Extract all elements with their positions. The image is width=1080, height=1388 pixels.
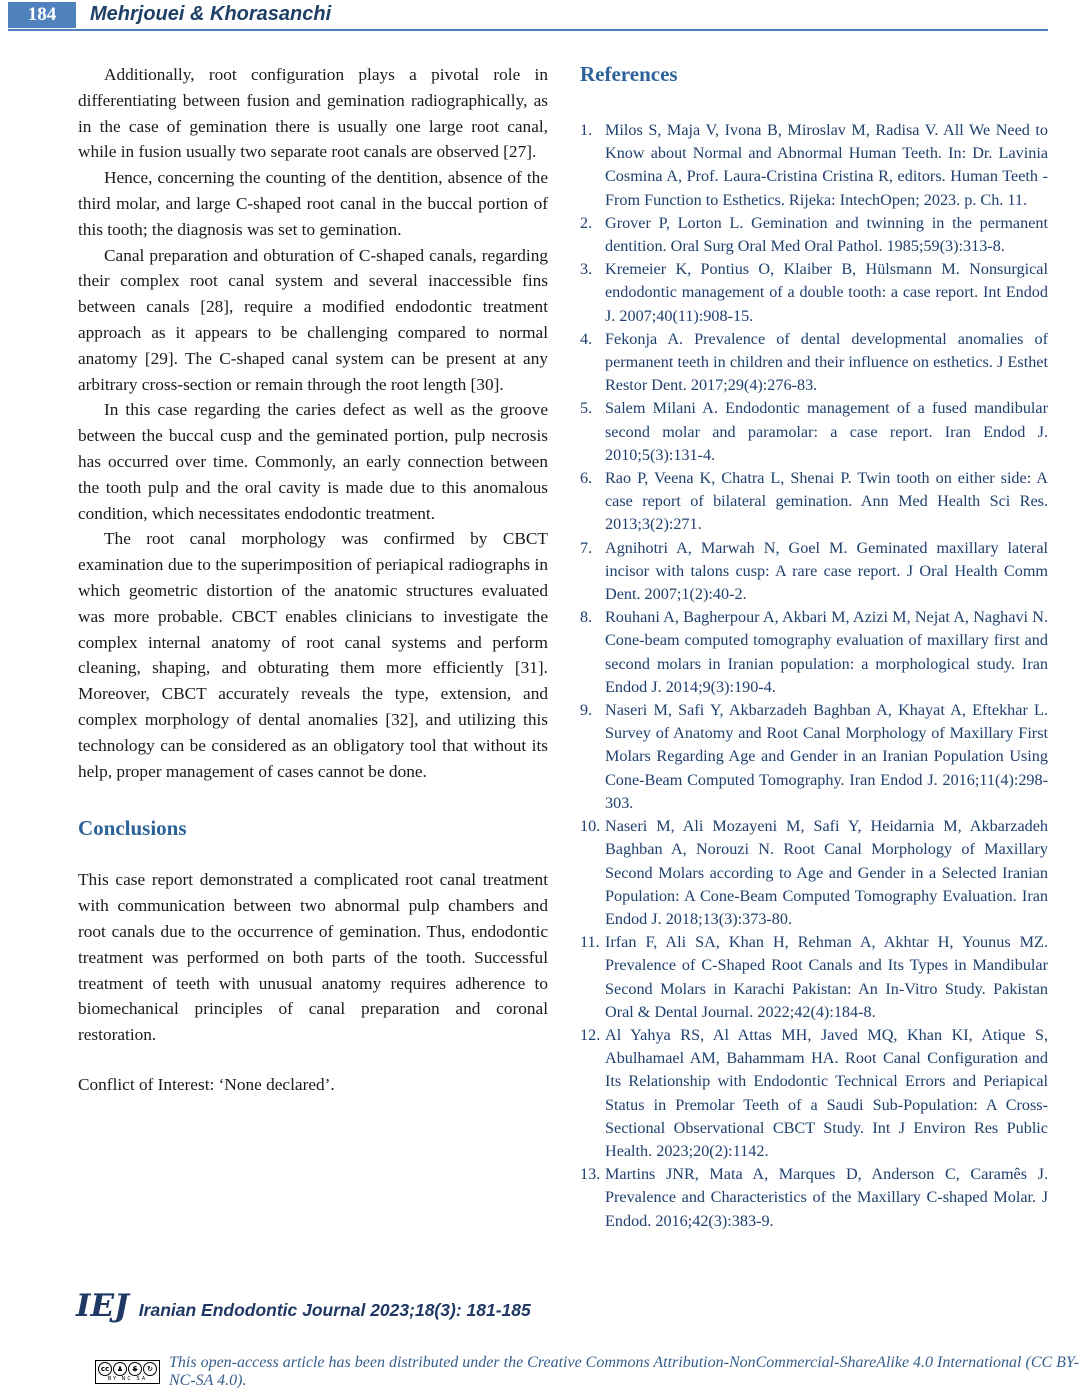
reference-item (580, 606, 1048, 699)
reference-number: 8. (580, 608, 593, 627)
reference-number: 6. (580, 469, 593, 488)
nc-icon: $ (128, 1362, 142, 1376)
body-paragraph: The root canal morphology was confirmed by CBCT examination due to the superimposition of periapical radiographs in which geometric distortion of the anatomic structures evaluated was more probable. CBCT enables clinicians to investigate the complex internal anatomy of root canal systems and perform cleaning, shaping, and obturating them more efficiently [31]. Moreover, CBCT accurately reveals the type, extension, and complex morphology of dental anomalies [32], and utilizing this technology can be considered as an obligatory tool that without its help, proper management of cases cannot be done. (78, 529, 548, 781)
body-paragraph: In this case regarding the caries defect as well as the groove between the buccal cusp and the geminated portion, pulp necrosis has occurred over time. Commonly, an early connection between the tooth pulp and the oral cavity is made due to this anomalous condition, which necessitates endodontic treatment. (78, 400, 548, 523)
body-paragraph: Hence, concerning the counting of the dentition, absence of the third molar, and large C-shaped root canal in the buccal portion of this tooth; the diagnosis was set to gemination. (78, 168, 548, 239)
by-icon: ♟ (113, 1362, 127, 1376)
reference-number: 10. (580, 817, 601, 836)
reference-item (580, 328, 1048, 398)
reference-number: 13. (580, 1165, 601, 1184)
reference-number: 9. (580, 701, 593, 720)
reference-number: 5. (580, 399, 593, 418)
cc-icon-row (98, 1362, 157, 1376)
reference-item (580, 931, 1048, 1024)
reference-text: Naseri M, Safi Y, Akbarzadeh Baghban A, Khayat A, Eftekhar L. Survey of Anatomy and Root Canal Morphology of Maxillary First Molars Regarding Age and Gender in an Iranian Population Using Cone-Beam Computed Tomography. Iran Endod J. 2016;11(4):298-303. (605, 701, 1048, 812)
reference-item (580, 1024, 1048, 1163)
reference-number: 2. (580, 213, 593, 232)
reference-item (580, 815, 1048, 931)
reference-text: Naseri M, Ali Mozayeni M, Safi Y, Heidarnia M, Akbarzadeh Baghban A, Norouzi N. Root Canal Morphology of Maxillary Second Molars according to Age and Gender in a Selected Iranian Population: A Cone-Beam Computed Tomography Evaluation. Iran Endod J. 2018;13(3):373-80. (605, 817, 1048, 928)
reference-number: 3. (580, 260, 593, 279)
reference-text: Fekonja A. Prevalence of dental developmental anomalies of permanent teeth in children and their influence on esthetics. J Esthet Restor Dent. 2017;29(4):276-83. (605, 329, 1048, 395)
reference-text: Martins JNR, Mata A, Marques D, Anderson C, Caramês J. Prevalence and Characteristics of the Maxillary C-shaped Molar. J Endod. 2016;42(3):383-9. (605, 1165, 1048, 1230)
reference-text: Milos S, Maja V, Ivona B, Miroslav M, Radisa V. All We Need to Know about Normal and Abnormal Human Teeth. In: Dr. Lavinia Cosmina A, Prof. Laura-Cristina Cristina R, editors. Human Teeth - From Function to Esthetics. Rijeka: IntechOpen; 2023. p. Ch. 11. (605, 121, 1048, 209)
header-divider (8, 29, 1048, 31)
reference-item (580, 212, 1048, 258)
reference-item (580, 119, 1048, 212)
reference-number: 7. (580, 538, 593, 557)
reference-item (580, 397, 1048, 467)
body-paragraph: Canal preparation and obturation of C-shaped canals, regarding their complex root canal system and several inaccessible fins between canals [28], require a modified endodontic treatment approach as it appears to be challenging compared to normal anatomy [29]. The C-shaped canal system can be present at any arbitrary cross-section or remain through the root length [30]. (78, 245, 548, 394)
sa-icon: ↻ (143, 1362, 157, 1376)
cc-license-badge (95, 1360, 160, 1384)
cc-icon: cc (98, 1362, 112, 1376)
reference-text: Al Yahya RS, Al Attas MH, Javed MQ, Khan KI, Atique S, Abulhamael AM, Bahammam HA. Root Canal Configuration and Its Relationship with Endodontic Technical Errors and Periapical Status in Premolar Teeth of a Saudi Sub-Population: A Cross-Sectional Observational CBCT Study. Int J Environ Res Public Health. 2023;20(2):1142. (605, 1025, 1048, 1160)
reference-number: 1. (580, 121, 593, 139)
references-column (580, 62, 1048, 1233)
journal-footer (76, 1288, 531, 1324)
license-text: This open-access article has been distributed under the Creative Commons Attribution-NonCommercial-ShareAlike 4.0 International (CC BY-NC-SA 4.0). (169, 1354, 1079, 1388)
references-heading: References (580, 62, 678, 86)
reference-text: Rouhani A, Bagherpour A, Akbari M, Azizi M, Nejat A, Naghavi N. Cone-beam computed tomography evaluation of maxillary first and second molars in Iranian population: a morphological study. Iran Endod J. 2014;9(3):190-4. (605, 608, 1048, 696)
conflict-of-interest-note: Conflict of Interest: ‘None declared’. (78, 1074, 335, 1094)
article-column (78, 62, 548, 1115)
reference-text: Agnihotri A, Marwah N, Goel M. Geminated maxillary lateral incisor with talons cusp: A rare case report. J Oral Health Comm Dent. 2007;1(2):40-2. (605, 538, 1048, 604)
page-number-badge (8, 2, 76, 28)
reference-text: Kremeier K, Pontius O, Klaiber B, Hülsmann M. Nonsurgical endodontic management of a double tooth: a case report. Int Endod J. 2007;40(11):908-15. (605, 260, 1048, 325)
reference-item (580, 699, 1048, 815)
reference-item (580, 1163, 1048, 1233)
reference-text: Grover P, Lorton L. Gemination and twinning in the permanent dentition. Oral Surg Oral Med Oral Pathol. 1985;59(3):313-8. (605, 213, 1048, 256)
journal-citation: Iranian Endodontic Journal 2023;18(3): 181-185 (138, 1300, 531, 1320)
reference-item (580, 258, 1048, 328)
reference-text: Irfan F, Ali SA, Khan H, Rehman A, Akhtar H, Younus MZ. Prevalence of C-Shaped Root Canals and Its Types in Mandibular Second Molars in Karachi Pakistan: An In-Vitro Study. Pakistan Oral & Dental Journal. 2022;42(4):184-8. (605, 933, 1048, 1021)
reference-text: Salem Milani A. Endodontic management of a fused mandibular second molar and paramolar: a case report. Iran Endod J. 2010;5(3):131-4. (605, 399, 1048, 464)
running-title: Mehrjouei & Khorasanchi (90, 3, 332, 25)
cc-badge-labels: BY NC SA (107, 1376, 148, 1382)
license-bar (95, 1354, 1080, 1388)
journal-logo: IEJ (76, 1288, 129, 1324)
reference-text: Rao P, Veena K, Chatra L, Shenai P. Twin tooth on either side: A case report of bilateral gemination. Ann Med Health Sci Res. 2013;3(2):271. (605, 469, 1048, 534)
reference-number: 11. (580, 933, 600, 952)
reference-number: 4. (580, 329, 593, 348)
reference-number: 12. (580, 1025, 601, 1044)
page-number: 184 (27, 4, 57, 25)
body-paragraph: Additionally, root configuration plays a pivotal role in differentiating between fusion and gemination radiographically, as in the case of gemination there is usually one large root canal, while in fusion usually two separate root canals are observed [27]. (78, 65, 548, 162)
conclusions-heading: Conclusions (78, 816, 187, 841)
reference-list (580, 119, 1048, 1233)
reference-item (580, 537, 1048, 607)
reference-item (580, 467, 1048, 537)
conclusions-paragraph: This case report demonstrated a complicated root canal treatment with communication between two abnormal pulp chambers and root canals due to the occurrence of gemination. Thus, endodontic treatment was performed on both parts of the tooth. Successful treatment of teeth with unusual anatomy requires adherence to biomechanical principles of canal preparation and coronal restoration. (78, 870, 548, 1045)
